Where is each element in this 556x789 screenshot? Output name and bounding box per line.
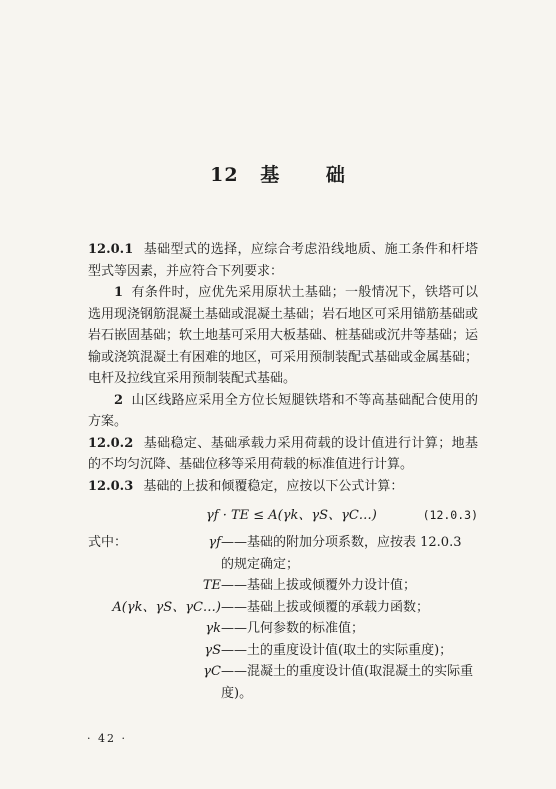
definitions-lead: 式中： xyxy=(88,535,128,550)
item-text: 山区线路应采用全方位长短腿铁塔和不等高基础配合使用的方案。 xyxy=(88,392,478,429)
article-number: 12.0.1 xyxy=(88,242,134,257)
definition-text: ——土的重度设计值(取土的实际重度)； xyxy=(221,642,453,658)
chapter-title-part2: 础 xyxy=(325,164,346,186)
definition-text: ——混凝土的重度设计值(取混凝土的实际重度)。 xyxy=(221,664,474,701)
definition-symbol: TE xyxy=(202,578,221,593)
definition-text: ——基础上拔或倾覆的承载力函数； xyxy=(221,599,430,615)
item-number: 1 xyxy=(114,285,124,300)
definition-symbol: γk xyxy=(205,621,221,636)
chapter-title xyxy=(0,160,556,187)
article-number: 12.0.2 xyxy=(88,435,134,451)
definition-text: ——基础上拔或倾覆外力设计值； xyxy=(221,578,417,593)
definition-symbol: γS xyxy=(204,642,221,658)
item-number: 2 xyxy=(114,392,124,408)
item-1 xyxy=(88,282,478,390)
article-number: 12.0.3 xyxy=(88,478,134,494)
definition-text: ——基础的附加分项系数，应按表 12.0.3 的规定确定； xyxy=(221,535,462,572)
definition-symbol: γC xyxy=(203,664,221,679)
formula-number: (12.0.3) xyxy=(422,508,478,522)
definition-row xyxy=(88,661,478,704)
article-text: 基础型式的选择，应综合考虑沿线地质、施工条件和杆塔型式等因素，并应符合下列要求： xyxy=(88,242,478,279)
definition-symbol: A(γk、γS、γC…) xyxy=(112,599,221,615)
definition-text: ——几何参数的标准值； xyxy=(221,621,365,636)
article-12-0-3 xyxy=(88,476,478,498)
item-2 xyxy=(88,390,478,433)
definition-symbol: γf xyxy=(208,535,221,550)
definition-row xyxy=(88,575,478,597)
article-12-0-2 xyxy=(88,433,478,476)
item-text: 有条件时，应优先采用原状土基础；一般情况下，铁塔可以选用现浇钢筋混凝土基础或混凝土基础；岩石地区可采用锚筋基础或岩石嵌固基础；软土地基可采用大板基础、桩基础或沉井等基础；运输或浇筑混凝土有困难的地区，可采用预制装配式基础或金属基础；电杆及拉线宜采用预制装配式基础。 xyxy=(88,285,479,386)
formula: γf · TE ≤ A(γk、γS、γC…) xyxy=(206,508,377,523)
article-text: 基础稳定、基础承载力采用荷载的设计值进行计算；地基的不均匀沉降、基础位移等采用荷载的标准值进行计算。 xyxy=(88,435,478,472)
definition-row xyxy=(88,640,478,662)
article-text: 基础的上拔和倾覆稳定，应按以下公式计算： xyxy=(143,478,404,494)
page-number: · 42 · xyxy=(87,732,127,745)
symbol-definitions xyxy=(88,532,478,704)
definition-row xyxy=(88,618,478,640)
article-12-0-1 xyxy=(88,239,478,282)
formula-row xyxy=(88,501,478,528)
definition-row xyxy=(88,597,478,619)
body-text xyxy=(88,239,478,704)
definition-row xyxy=(88,532,478,575)
chapter-title-part1: 基 xyxy=(260,164,281,186)
chapter-number: 12 xyxy=(210,164,239,186)
